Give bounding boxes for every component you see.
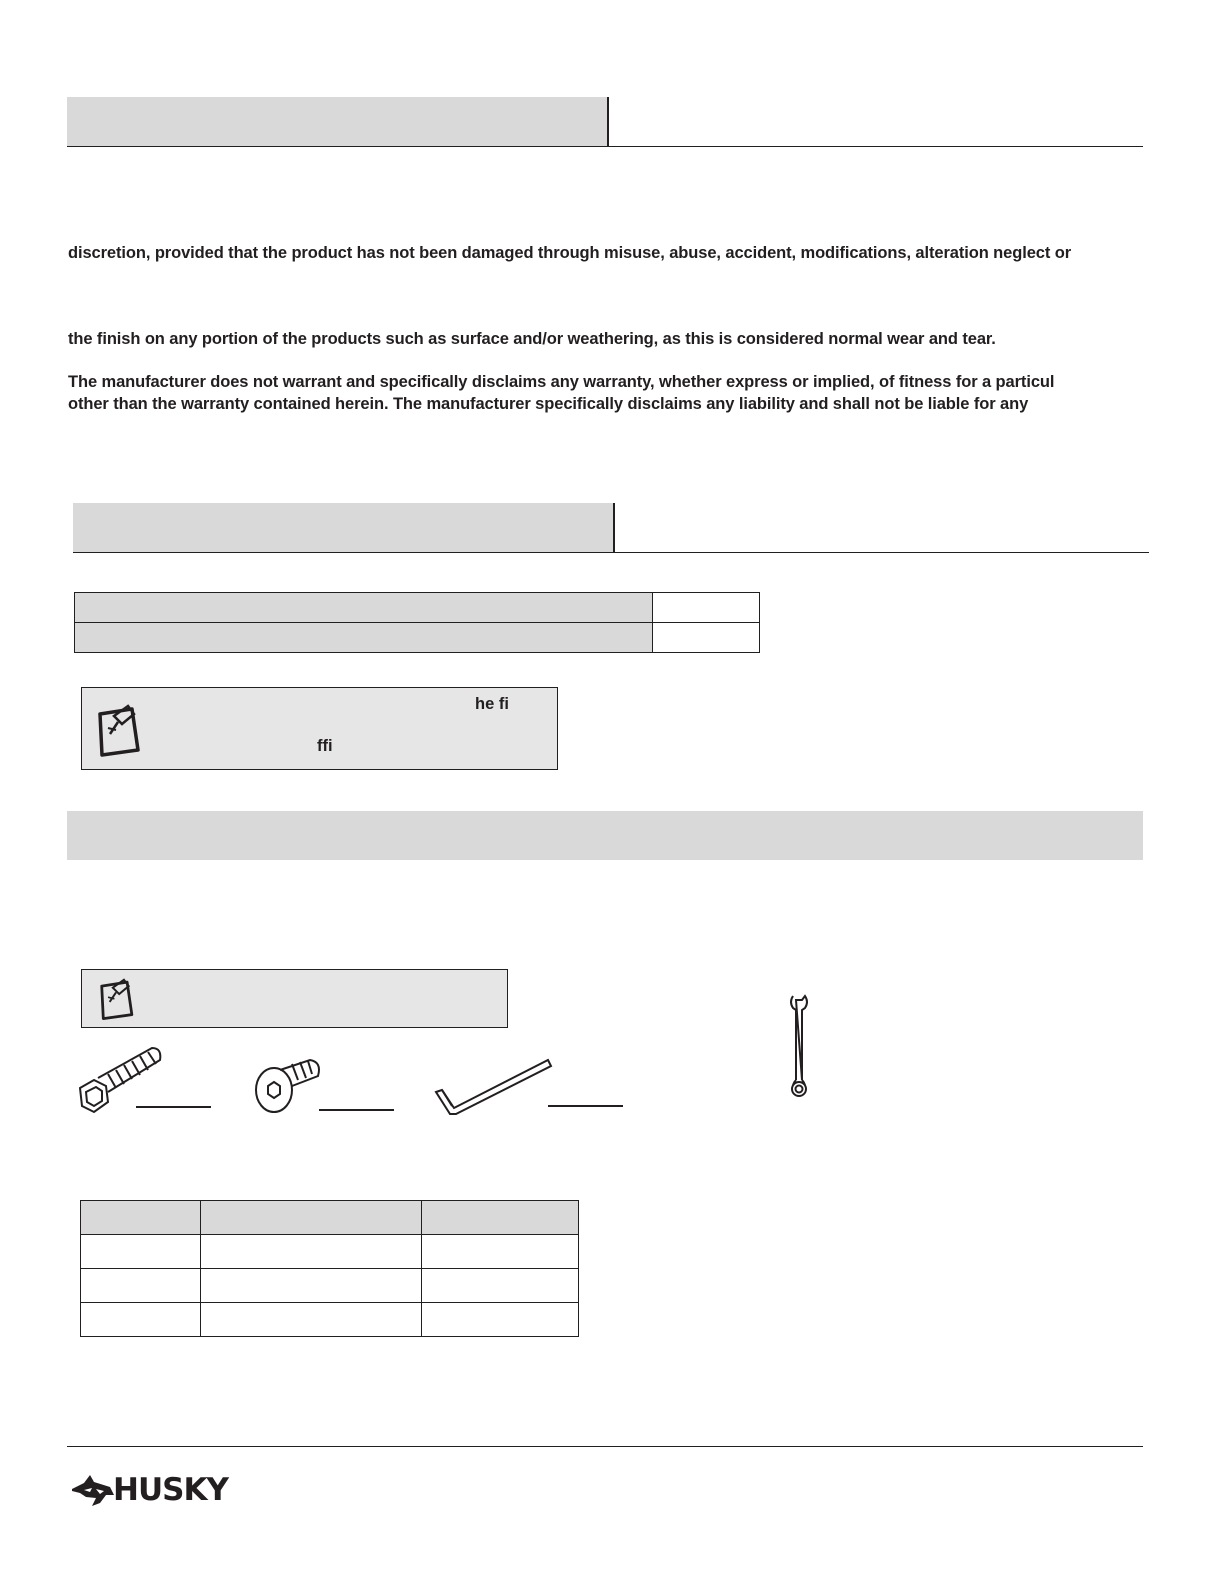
quantity-underline xyxy=(136,1106,211,1108)
warranty-paragraph-2: the finish on any portion of the products such as surface and/or weathering, as this is considered normal wear and tear. xyxy=(68,330,996,348)
section-header-bar-contents xyxy=(67,811,1143,860)
table-row xyxy=(75,593,760,623)
table-header-row xyxy=(81,1201,579,1235)
table-cell-value xyxy=(653,593,760,623)
table-row xyxy=(75,623,760,653)
hardware-table xyxy=(80,1200,579,1337)
brand-logo xyxy=(70,1472,240,1508)
table-cell-value xyxy=(653,623,760,653)
footer-rule xyxy=(67,1446,1143,1447)
spec-table xyxy=(74,592,760,653)
note-box xyxy=(81,969,508,1028)
section-header-rule xyxy=(67,146,1143,147)
table-cell xyxy=(81,1269,201,1303)
warranty-paragraph-3-line-1: The manufacturer does not warrant and specifically disclaims any warranty, whether express or implied, of fitness for a particul xyxy=(68,373,1055,391)
combination-wrench-icon xyxy=(786,992,812,1100)
table-cell xyxy=(201,1269,422,1303)
table-cell xyxy=(201,1303,422,1337)
table-cell xyxy=(201,1235,422,1269)
note-box xyxy=(81,687,558,770)
note-pin-icon xyxy=(94,975,138,1021)
table-header-cell xyxy=(81,1201,201,1235)
table-cell-label xyxy=(75,593,653,623)
husky-dog-head-icon xyxy=(70,1473,116,1507)
table-cell xyxy=(422,1303,579,1337)
table-row xyxy=(81,1235,579,1269)
note-pin-icon xyxy=(94,700,142,758)
section-header-bar-contact xyxy=(73,503,614,552)
warranty-paragraph-3-line-2: other than the warranty contained herein. The manufacturer specifically disclaims any liability and shall not be liable for any xyxy=(68,395,1029,413)
note-text-fragment-2: ffi xyxy=(317,737,333,755)
table-cell xyxy=(422,1235,579,1269)
section-header-bar-warranty xyxy=(67,97,608,146)
table-row xyxy=(81,1303,579,1337)
table-header-cell xyxy=(201,1201,422,1235)
table-cell xyxy=(81,1235,201,1269)
table-cell xyxy=(81,1303,201,1337)
note-text-fragment-1: he fi xyxy=(475,695,509,713)
table-cell xyxy=(422,1269,579,1303)
brand-logo-text: HUSKY xyxy=(113,1472,228,1508)
button-head-screw-icon xyxy=(252,1050,324,1118)
table-cell-label xyxy=(75,623,653,653)
table-row xyxy=(81,1269,579,1303)
quantity-underline xyxy=(319,1109,394,1111)
quantity-underline xyxy=(548,1105,623,1107)
section-header-divider xyxy=(613,503,615,553)
section-header-rule xyxy=(73,552,1149,553)
table-header-cell xyxy=(422,1201,579,1235)
section-header-divider xyxy=(607,97,609,147)
hex-key-icon xyxy=(432,1056,554,1118)
warranty-paragraph-1: discretion, provided that the product has not been damaged through misuse, abuse, accident, modifications, alteration neglect or xyxy=(68,244,1072,262)
